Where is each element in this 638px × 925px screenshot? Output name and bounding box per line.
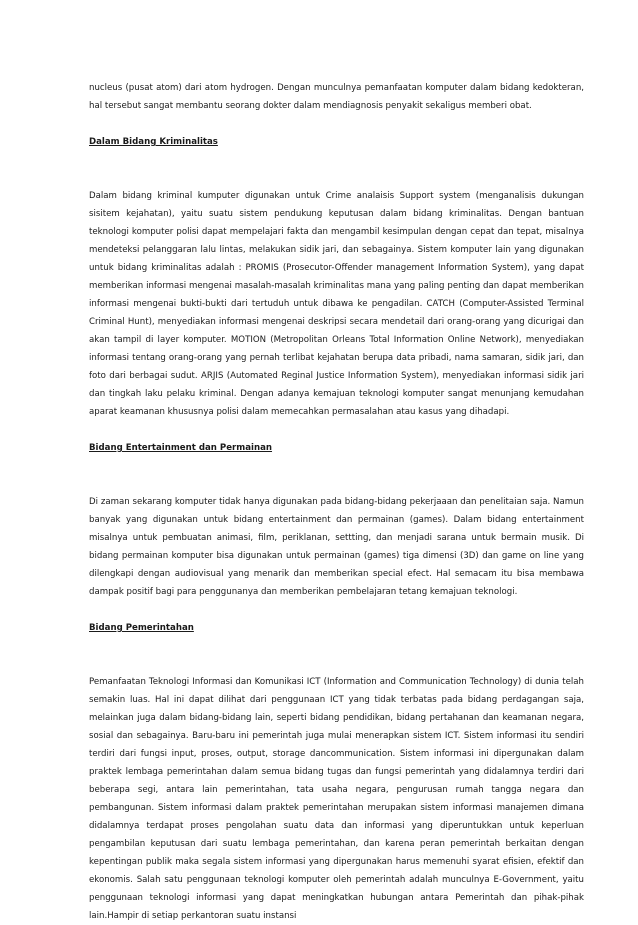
section-body-pemerintahan: Pemanfaatan Teknologi Informasi dan Komunikasi ICT (Information and Communication Technology) di dunia telah semakin luas. Hal ini dapat dilihat dari penggunaan ICT yang tidak terbatas pada bidang perdagangan saja, melainkan juga dalam bidang-bidang lain, seperti bidang pendidikan, bidang pertahanan dan keamanan negara, sosial dan sebagainya. Baru-baru ini pemerintah juga mulai menerapkan sistem ICT. Sistem informasi itu sendiri terdiri dari fungsi input, proses, output, storage dancommunication. Sistem informasi ini dipergunakan dalam praktek lembaga pemerintahan dalam semua bidang tugas dan fungsi pemerintah yang didalamnya terdiri dari beberapa segi, antara lain pemerintahan, tata usaha negara, pengurusan rumah tangga negara dan pembangunan. Sistem informasi dalam praktek pemerintahan merupakan sistem informasi manajemen dimana didalamnya terdapat proses pengolahan suatu data dan informasi yang diperuntukkan untuk keperluan pengambilan keputusan dari suatu lembaga pemerintahan, dan karena peran pemerintah berkaitan dengan kepentingan publik maka segala sistem informasi yang dipergunakan harus memenuhi syarat efisien, efektif dan ekonomis. Salah satu penggunaan teknologi komputer oleh pemerintah adalah munculnya E-Government, yaitu penggunaan teknologi informasi yang dapat meningkatkan hubungan antara Pemerintah dan pihak-pihak lain.Hampir di setiap perkantoran suatu instansi xyxy=(89,677,584,921)
section-body-kriminalitas: Dalam bidang kriminal kumputer digunakan untuk Crime analaisis Support system (menganalisis dukungan sisitem kejahatan), yaitu suatu sistem pendukung keputusan dalam bidang kriminalitas. Dengan bantuan teknologi komputer polisi dapat mempelajari fakta dan mengambil kesimpulan dengan cepat dan tepat, misalnya mendeteksi pelanggaran lalu lintas, melakukan sidik jari, dan sebagainya. Sistem komputer lain yang digunakan untuk bidang kriminalitas adalah : PROMIS (Prosecutor-Offender management Information System), yang dapat memberikan informasi mengenai masalah-masalah kriminalitas mana yang paling penting dan dapat memberikan informasi mengenai bukti-bukti dari tertuduh untuk dibawa ke pengadilan. CATCH (Computer-Assisted Terminal Criminal Hunt), menyediakan informasi mengenai deskripsi secara mendetail dari orang-orang yang dicurigai dan akan tampil di layer komputer. MOTION (Metropolitan Orleans Total Information Online Network), menyediakan informasi tentang orang-orang yang pernah terlibat kejahatan berupa data pribadi, nama samaran, sidik jari, dan foto dari berbagai sudut. ARJIS (Automated Reginal Justice Information System), menyediakan informasi sidik jari dan tingkah laku pelaku kriminal. Dengan adanya kemajuan teknologi komputer sangat menunjang kemudahan aparat keamanan khususnya polisi dalam memecahkan permasalahan atau kasus yang dihadapi. xyxy=(89,191,584,417)
section-body-entertainment: Di zaman sekarang komputer tidak hanya digunakan pada bidang-bidang pekerjaaan dan penelitaian saja. Namun banyak yang digunakan untuk bidang entertainment dan permainan (games). Dalam bidang entertainment misalnya untuk pembuatan animasi, film, periklanan, settting, dan menjadi sarana untuk bermain musik. Di bidang permainan komputer bisa digunakan untuk permainan (games) tiga dimensi (3D) dan game on line yang dilengkapi dengan audiovisual yang menarik dan memberikan special efect. Hal semacam itu bisa membawa dampak positif bagi para penggunanya dan memberikan pembelajaran tetang kemajuan teknologi. xyxy=(89,497,584,597)
section-heading-kriminalitas: Dalam Bidang Kriminalitas xyxy=(89,137,218,147)
section-heading-entertainment: Bidang Entertainment dan Permainan xyxy=(89,443,273,453)
section-heading-pemerintahan: Bidang Pemerintahan xyxy=(89,623,194,633)
intro-paragraph: nucleus (pusat atom) dari atom hydrogen. Dengan munculnya pemanfaatan komputer dalam bidang kedokteran, hal tersebut sangat membantu seorang dokter dalam mendiagnosis penyakit sekaligus memberi obat. xyxy=(89,83,584,111)
